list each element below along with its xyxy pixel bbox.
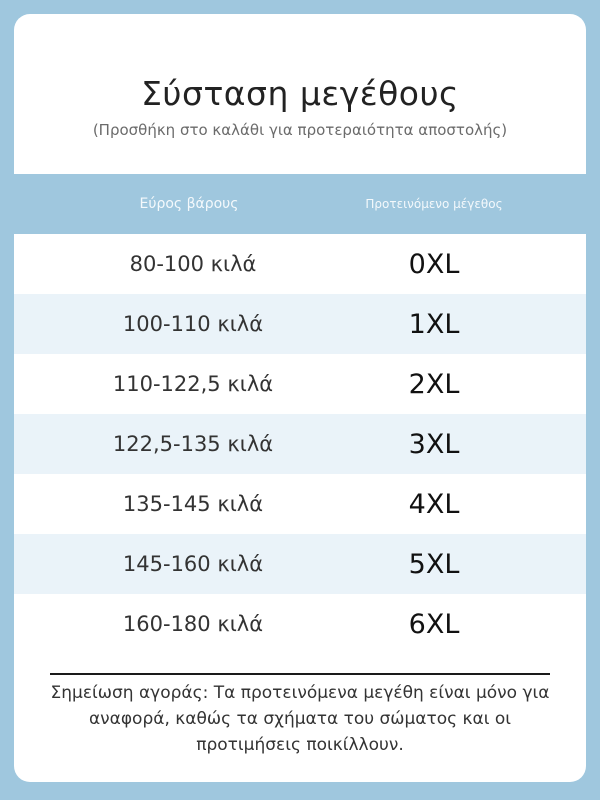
size-cell: 0XL [408,248,460,280]
size-chart-card [14,14,586,782]
size-cell: 5XL [408,548,460,580]
weight-range-cell: 145-160 κιλά [122,552,264,576]
size-cell: 4XL [408,488,460,520]
size-cell: 6XL [408,608,460,640]
table-row [14,354,586,414]
weight-range-cell: 122,5-135 κιλά [112,432,274,456]
column-header-recommended-size: Προτεινόμενο μέγεθος [365,196,503,211]
note-divider [50,673,550,675]
weight-range-cell: 80-100 κιλά [129,252,257,276]
table-row [14,534,586,594]
weight-range-cell: 160-180 κιλά [122,612,264,636]
page-title: Σύσταση μεγέθους [141,74,459,113]
table-row [14,474,586,534]
column-header-weight-range: Εύρος βάρους [139,196,239,212]
table-row [14,594,586,654]
page-subtitle: (Προσθήκη στο καλάθι για προτεραιότητα αποστολής) [92,121,508,139]
table-row [14,234,586,294]
size-cell: 2XL [408,368,460,400]
weight-range-cell: 100-110 κιλά [122,312,264,336]
table-header [14,174,586,234]
weight-range-cell: 135-145 κιλά [122,492,264,516]
table-row [14,414,586,474]
size-cell: 1XL [408,308,460,340]
size-table-body [14,234,586,654]
purchase-note: Σημείωση αγοράς: Τα προτεινόμενα μεγέθη είναι μόνο για αναφορά, καθώς τα σχήματα του σώματος και οι προτιμήσεις ποικίλλουν. [50,683,550,755]
weight-range-cell: 110-122,5 κιλά [112,372,274,396]
size-cell: 3XL [408,428,460,460]
table-row [14,294,586,354]
